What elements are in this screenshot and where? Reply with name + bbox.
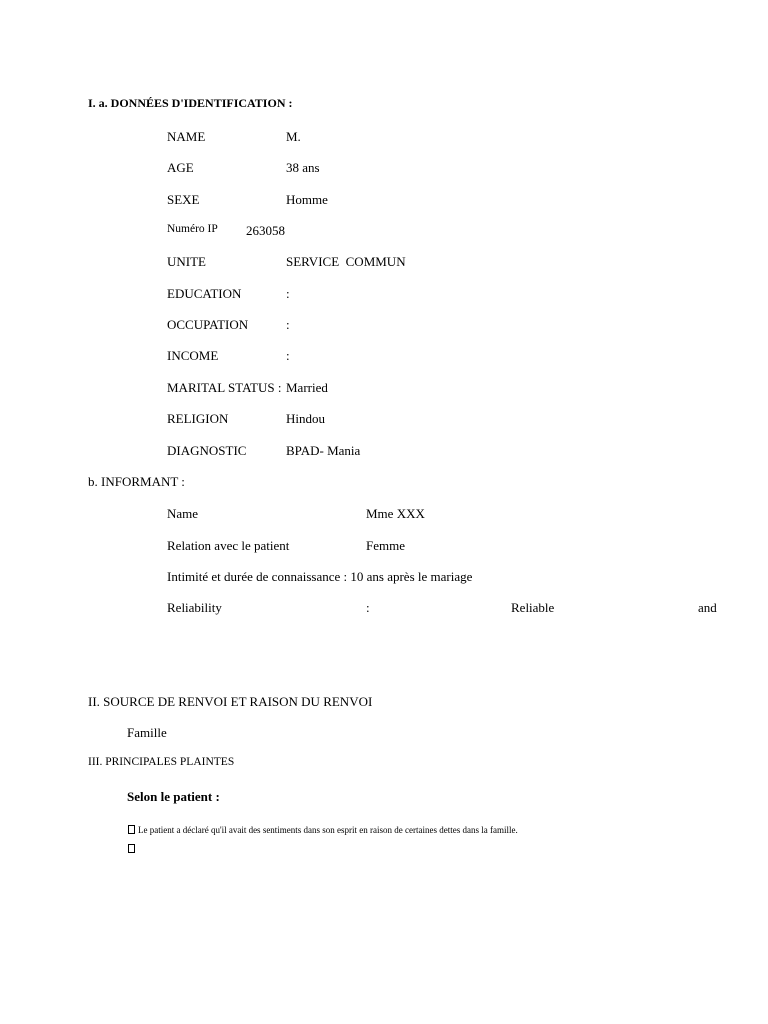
field-age-value: 38 ans [286, 160, 320, 175]
informant-relation-value: Femme [366, 538, 405, 553]
informant-name-value: Mme XXX [366, 506, 425, 521]
field-diagnostic-label: DIAGNOSTIC [167, 443, 247, 458]
field-religion-label: RELIGION [167, 411, 229, 426]
field-income-value: : [286, 348, 290, 363]
section-2-text: Famille [127, 725, 167, 740]
field-income-label: INCOME [167, 348, 219, 363]
section-3-subheading: Selon le patient : [127, 789, 220, 804]
field-ip-label: Numéro IP [167, 223, 218, 235]
section-1-heading: I. a. DONNÉES D'IDENTIFICATION : [88, 96, 293, 110]
field-ip-value: 263058 [246, 223, 285, 238]
field-religion-value: Hindou [286, 411, 325, 426]
field-name-label: NAME [167, 129, 206, 144]
field-marital-value: Married [286, 380, 328, 395]
complaint-list-item [128, 841, 138, 854]
informant-reliability-value: Reliable [511, 600, 555, 615]
field-occupation-value: : [286, 317, 290, 332]
informant-name-label: Name [167, 506, 199, 521]
complaint-text: Le patient a déclaré qu'il avait des sentiments dans son esprit en raison de certaines dettes dans la famille. [138, 825, 518, 835]
field-education-value: : [286, 286, 290, 301]
informant-relation-label: Relation avec le patient [167, 538, 290, 553]
field-name-value: M. [286, 129, 301, 144]
complaint-list-item [128, 822, 518, 835]
informant-heading: b. INFORMANT : [88, 474, 185, 489]
field-marital-label: MARITAL STATUS : [167, 380, 282, 395]
field-sex-label: SEXE [167, 192, 200, 207]
field-occupation-label: OCCUPATION [167, 317, 249, 332]
field-age-label: AGE [167, 160, 194, 175]
section-2-heading: II. SOURCE DE RENVOI ET RAISON DU RENVOI [88, 694, 373, 709]
informant-reliability-and: and [698, 600, 717, 615]
informant-reliability-colon: : [366, 600, 370, 615]
field-education-label: EDUCATION [167, 286, 242, 301]
informant-intimacy-text: Intimité et durée de connaissance : 10 ans après le mariage [167, 569, 473, 584]
section-3-heading: III. PRINCIPALES PLAINTES [88, 756, 235, 768]
informant-reliability-label: Reliability [167, 600, 222, 615]
field-diagnostic-value: BPAD- Mania [286, 443, 361, 458]
checkbox-bullet-icon [128, 844, 135, 853]
field-unit-label: UNITE [167, 254, 206, 269]
checkbox-bullet-icon [128, 825, 135, 834]
field-unit-value: SERVICE COMMUN [286, 254, 406, 269]
field-sex-value: Homme [286, 192, 328, 207]
